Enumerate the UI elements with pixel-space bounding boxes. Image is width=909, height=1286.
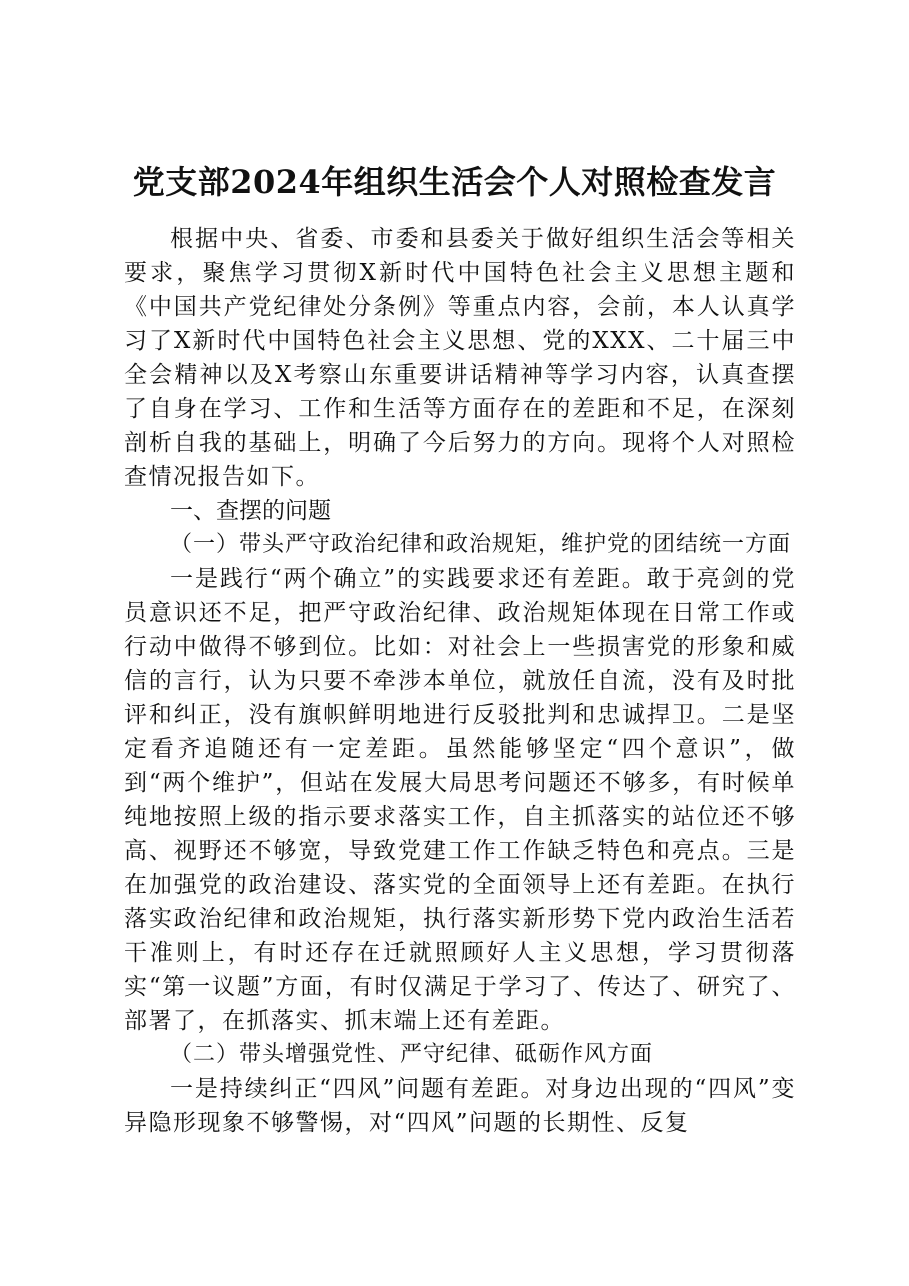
paragraph-political-discipline: 一是践行“两个确立”的实践要求还有差距。敢于亮剑的党员意识还不足，把严守政治纪律、政治规矩体现在日常工作或行动中做得不够到位。比如：对社会上一些损害党的形象和威信的言行，认为只要不牵涉本单位，就放任自流，没有及时批评和纠正，没有旗帜鲜明地进行反驳批判和忠诚捍卫。二是坚定看齐追随还有一定差距。虽然能够坚定“四个意识”，做到“两个维护”，但站在发展大局思考问题还不够多，有时候单纯地按照上级的指示要求落实工作，自主抓落实的站位还不够高、视野还不够宽，导致党建工作工作缺乏特色和亮点。三是在加强党的政治建设、落实党的全面领导上还有差距。在执行落实政治纪律和政治规矩，执行落实新形势下党内政治生活若干准则上，有时还存在迁就照顾好人主义思想，学习贯彻落实“第一议题”方面，有时仅满足于学习了、传达了、研究了、部署了，在抓落实、抓末端上还有差距。	[124, 566, 796, 1034]
intro-paragraph: 根据中央、省委、市委和县委关于做好组织生活会等相关要求，聚焦学习贯彻X新时代中国特色社会主义思想主题和《中国共产党纪律处分条例》等重点内容，会前，本人认真学习了X新时代中国特色社会主义思想、党的XXX、二十届三中全会精神以及X考察山东重要讲话精神等学习内容，认真查摆了自身在学习、工作和生活等方面存在的差距和不足，在深刻剖析自我的基础上，明确了今后努力的方向。现将个人对照检查情况报告如下。	[124, 226, 796, 490]
section-heading-problems: 一、查摆的问题	[170, 498, 331, 524]
subsection-heading-political-discipline: （一）带头严守政治纪律和政治规矩，维护党的团结统一方面	[170, 532, 792, 557]
paragraph-party-spirit: 一是持续纠正“四风”问题有差距。对身边出现的“四风”变异隐形现象不够警惕，对“四风”问题的长期性、反复	[124, 1076, 796, 1136]
subsection-heading-party-spirit: （二）带头增强党性、严守纪律、砥砺作风方面	[170, 1042, 654, 1067]
document-body	[124, 222, 796, 1140]
document-title: 党支部2024年组织生活会个人对照检查发言	[132, 163, 777, 201]
